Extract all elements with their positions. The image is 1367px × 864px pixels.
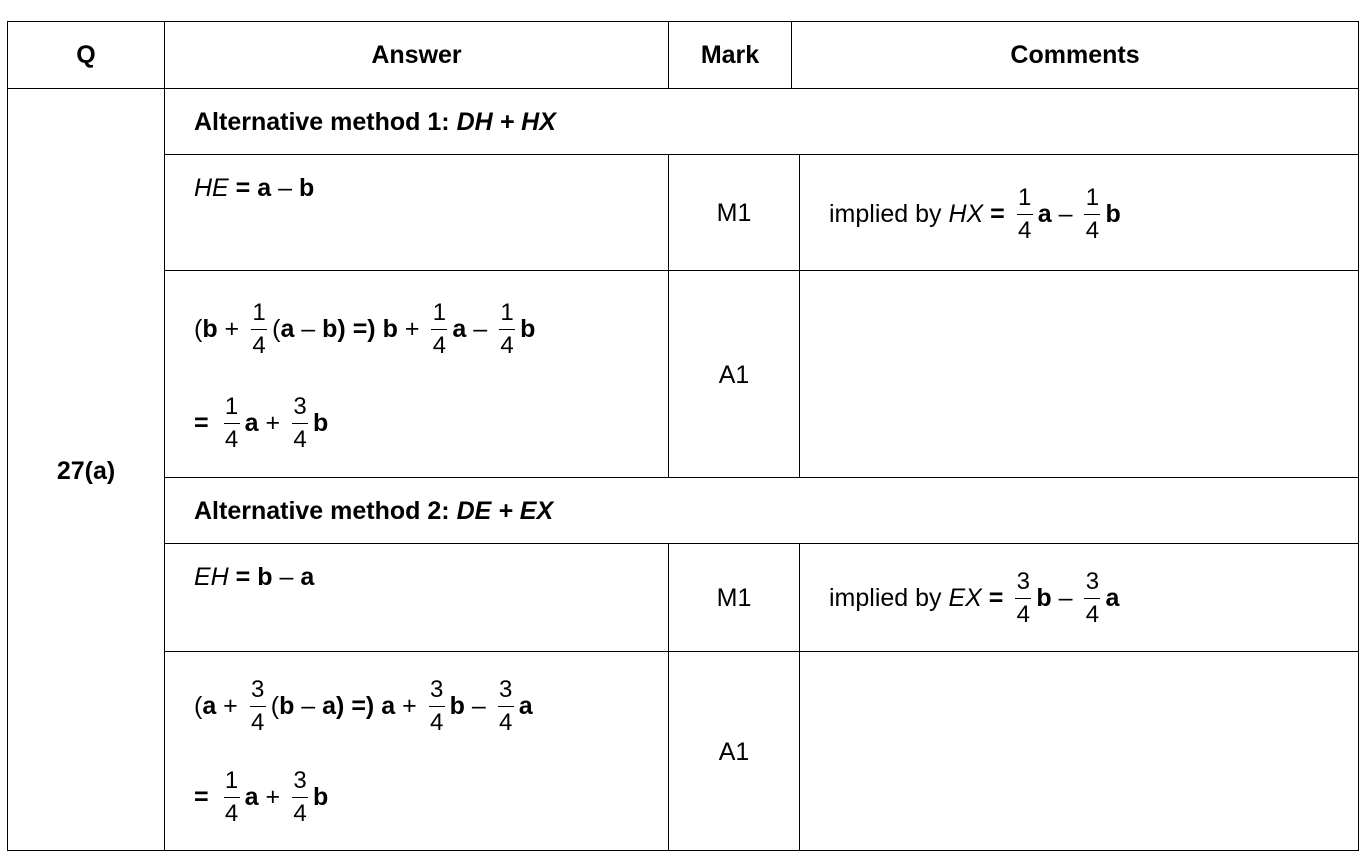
alt2-step2-line2 <box>194 763 328 831</box>
math-op: + <box>397 314 427 343</box>
border-alt1-title <box>164 154 1359 155</box>
fraction-den: 4 <box>1085 216 1100 244</box>
math-op: – <box>466 314 495 343</box>
fraction <box>429 675 445 736</box>
fraction-num: 1 <box>1018 183 1032 211</box>
math-eq: = <box>228 174 258 202</box>
fraction-num: 3 <box>251 675 265 703</box>
border-q-answer <box>164 21 165 851</box>
fraction-bar <box>1015 598 1031 599</box>
math-vec: a <box>202 691 217 720</box>
math-vec: b <box>322 314 338 343</box>
fraction <box>1015 567 1031 628</box>
math-var: EH <box>194 563 229 591</box>
alt1-step2-mark: A1 <box>718 361 750 389</box>
math-vec: a <box>1105 583 1120 612</box>
math-eq: = <box>194 782 209 811</box>
border-top <box>7 21 1359 22</box>
math-vec: b <box>1105 199 1121 228</box>
fraction <box>292 392 308 453</box>
fraction-den: 4 <box>500 331 514 359</box>
math-vec: b <box>313 782 329 811</box>
math-vec: a <box>381 691 396 720</box>
fraction <box>250 675 266 736</box>
fraction-den: 4 <box>499 708 513 736</box>
border-alt1-step2 <box>164 477 1359 478</box>
math-vec: b <box>298 174 315 202</box>
math-eq: = <box>228 563 258 591</box>
fraction-den: 4 <box>224 425 239 453</box>
math-vec: b <box>520 314 536 343</box>
fraction-bar <box>1017 214 1033 215</box>
border-alt2-title <box>164 543 1359 544</box>
fraction-num: 1 <box>1085 183 1100 211</box>
alt1-title-prefix: Alternative method 1: <box>194 108 457 136</box>
math-vec: a <box>518 691 533 720</box>
fraction-bar <box>1084 214 1100 215</box>
fraction-num: 3 <box>1085 567 1100 595</box>
alt1-title <box>194 107 556 137</box>
alt2-step1-comment <box>829 564 1119 632</box>
math-eq: = <box>194 408 209 437</box>
math-vec: b <box>257 563 273 591</box>
fraction-bar <box>498 706 514 707</box>
comment-var: HX <box>948 199 984 228</box>
math-op: + <box>258 782 288 811</box>
question-number: 27(a) <box>56 457 116 485</box>
fraction-bar <box>1084 598 1100 599</box>
fraction <box>224 766 240 827</box>
fraction-bar <box>224 423 240 424</box>
fraction-num: 3 <box>499 675 513 703</box>
alt2-title-expr: DE + EX <box>456 497 554 525</box>
fraction <box>498 675 514 736</box>
math-paren: ( <box>194 691 203 720</box>
comment-prefix: implied by <box>829 583 949 612</box>
fraction-num: 1 <box>252 298 266 326</box>
math-vec: a <box>1037 199 1052 228</box>
header-answer: Answer <box>371 41 462 69</box>
alt1-step1-mark: M1 <box>716 199 752 227</box>
border-alt1-step1 <box>164 270 1359 271</box>
border-mark-comments-1 <box>799 154 800 477</box>
fraction <box>1017 183 1033 244</box>
math-op: – <box>464 691 493 720</box>
math-op: – <box>294 691 323 720</box>
math-vec: b <box>202 314 218 343</box>
fraction-num: 1 <box>224 766 239 794</box>
header-mark: Mark <box>700 41 760 69</box>
comment-eq: = <box>983 199 1012 228</box>
math-op: + <box>216 691 245 720</box>
border-right <box>1358 21 1359 851</box>
fraction-num: 1 <box>432 298 447 326</box>
math-op: + <box>395 691 424 720</box>
fraction-den: 4 <box>252 331 266 359</box>
fraction-den: 4 <box>1016 600 1031 628</box>
math-vec: a <box>280 314 295 343</box>
math-vec: a <box>257 174 272 202</box>
alt1-step2-line1 <box>194 295 535 363</box>
comment-eq: = <box>981 583 1011 612</box>
alt2-step2-mark: A1 <box>718 738 750 766</box>
math-vec: b <box>313 408 329 437</box>
math-close: ) =) <box>336 691 375 720</box>
border-left <box>7 21 8 851</box>
fraction-bar <box>292 797 308 798</box>
fraction-bar <box>251 329 267 330</box>
alt2-title-prefix: Alternative method 2: <box>194 497 457 525</box>
fraction <box>224 392 240 453</box>
math-vec: b <box>449 691 465 720</box>
math-op: – <box>1051 199 1080 228</box>
math-op: + <box>258 408 288 437</box>
fraction-num: 3 <box>429 675 444 703</box>
alt1-title-expr: DH + HX <box>456 108 556 136</box>
comment-var: EX <box>948 583 982 612</box>
math-paren: ( <box>272 314 281 343</box>
fraction-bar <box>499 329 515 330</box>
fraction-den: 4 <box>429 708 444 736</box>
fraction-num: 3 <box>1016 567 1031 595</box>
comment-prefix: implied by <box>829 199 949 228</box>
fraction-den: 4 <box>293 799 307 827</box>
math-op: – <box>272 563 301 591</box>
alt1-step1-answer <box>194 173 314 203</box>
alt2-title <box>194 496 553 526</box>
fraction-num: 1 <box>224 392 239 420</box>
math-vec: b <box>382 314 398 343</box>
fraction-num: 3 <box>293 392 307 420</box>
alt1-step1-comment <box>829 180 1121 248</box>
math-vec: b <box>279 691 295 720</box>
fraction-bar <box>292 423 308 424</box>
math-vec: a <box>322 691 337 720</box>
fraction-num: 1 <box>500 298 514 326</box>
fraction-bar <box>250 706 266 707</box>
alt2-step1-mark: M1 <box>716 584 752 612</box>
fraction <box>292 766 308 827</box>
fraction-den: 4 <box>432 331 447 359</box>
math-paren: ( <box>194 314 203 343</box>
math-op: + <box>217 314 247 343</box>
fraction <box>431 298 447 359</box>
fraction-den: 4 <box>251 708 265 736</box>
border-bottom <box>7 850 1359 851</box>
border-alt2-step1 <box>164 651 1359 652</box>
math-close: ) =) <box>337 314 376 343</box>
math-vec: b <box>1036 583 1052 612</box>
header-comments: Comments <box>1010 41 1140 69</box>
fraction <box>499 298 515 359</box>
fraction-bar <box>224 797 240 798</box>
border-mark-comments-2 <box>799 543 800 850</box>
border-header-bottom <box>7 88 1359 89</box>
header-q: Q <box>76 41 96 69</box>
alt2-step1-answer <box>194 562 314 592</box>
alt1-step2-line2 <box>194 389 328 457</box>
fraction-den: 4 <box>224 799 239 827</box>
math-vec: a <box>452 314 467 343</box>
math-op: – <box>271 174 299 202</box>
fraction-den: 4 <box>1018 216 1032 244</box>
fraction-bar <box>429 706 445 707</box>
fraction-den: 4 <box>1085 600 1100 628</box>
math-op: – <box>1051 583 1080 612</box>
fraction-bar <box>431 329 447 330</box>
math-op: – <box>294 314 323 343</box>
fraction <box>1084 567 1100 628</box>
fraction-den: 4 <box>293 425 307 453</box>
fraction-num: 3 <box>293 766 307 794</box>
math-var: HE <box>194 174 229 202</box>
math-vec: a <box>300 563 315 591</box>
fraction <box>1084 183 1100 244</box>
fraction <box>251 298 267 359</box>
alt2-step2-line1 <box>194 672 533 740</box>
math-paren: ( <box>270 691 280 720</box>
math-vec: a <box>244 408 259 437</box>
math-vec: a <box>244 782 259 811</box>
